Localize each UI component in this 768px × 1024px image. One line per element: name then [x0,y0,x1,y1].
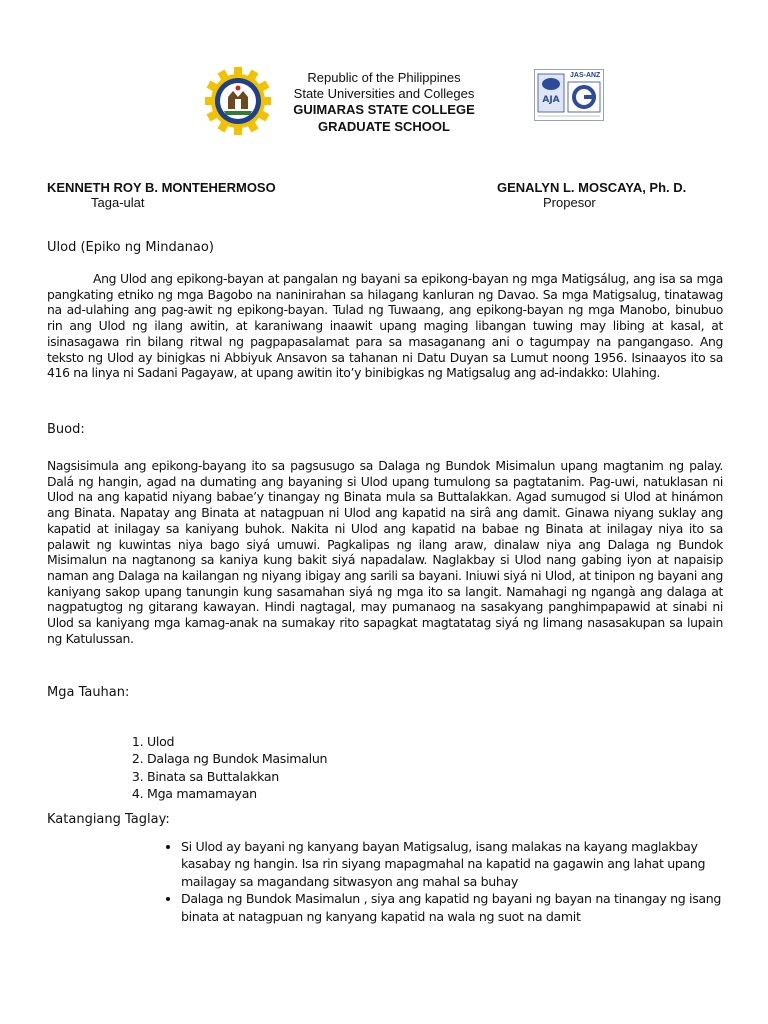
buod-heading: Buod: [47,422,85,437]
professor-name: GENALYN L. MOSCAYA, Ph. D. [497,180,687,195]
list-item: 1. Ulod [147,733,327,750]
list-item: 4. Mga mamamayan [147,785,327,802]
reporter-name: KENNETH ROY B. MONTEHERMOSO [47,180,276,195]
intro-paragraph: Ang Ulod ang epikong-bayan at pangalan ng bayani sa epikong-bayan ng mga Matigsálug, ang isa sa mga pangkating etniko ng mga Bagobo na naninirahan sa hilagang kanluran ng Davao. Sa mga Matigsalug, tinatawag na ad-ulahing ang pag-awit ng epikong-bayan. Tulad ng Tuwaang, ang epikong-bayan ng mga Manobo, binubuo rin ang Ulod ng ilang awitin, at karaniwang inaawit upang maging libangan tuwing may libing at kasal, at isinasagawa rin bilang ritwal ng pagpapasalamat para sa masaganang ani o tagumpay na pangangaso. Ang teksto ng Ulod ay binigkas ni Abbiyuk Ansavon sa tahanan ni Datu Duyan sa Lumut noong 1956. Isinaayos ito sa 416 na linya ni Sadani Pagayaw, at upang awitin ito’y binibigkas ng Matigsalug ang ad-indakko: Ulahing. [47,271,723,381]
katangian-heading: Katangiang Taglay: [47,812,170,827]
list-item: • Si Ulod ay bayani ng kanyang bayan Matigsalug, isang malakas na kayang maglakbay kasabay ng hangin. Isa rin siyang mapagmahal na kapatid na gagawin ang lahat upang mailagay sa magandang sitwasyon ang mahal sa buhay [181,838,746,890]
tauhan-list [109,733,327,803]
katangian-list [159,838,746,925]
reporter-role: Taga-ulat [91,195,145,210]
professor-role: Propesor [543,195,596,210]
header-graduate-school: GRADUATE SCHOOL [318,119,450,134]
document-title: Ulod (Epiko ng Mindanao) [47,240,214,255]
tauhan-heading: Mga Tauhan: [47,685,130,700]
svg-text:AJA: AJA [542,95,560,105]
buod-paragraph: Nagsisimula ang epikong-bayang ito sa pagsusugo sa Dalaga ng Bundok Misimalun upang magtanim ng palay. Dalá ng hangin, agad na dumating ang bayaning si Ulod upang tumulong sa pagtatanim. Pag-uwi, natuklasan ni Ulod na ang kapatid niyang babae’y tinangay ng Binata mula sa Buttalakkan. Agad sumugod si Ulod at hinámon ang Binata. Napatay ang Binata at natagpuan ni Ulod ang kapatid na sirâ ang damit. Ginawa niyang suklay ang kapatid at inilagay sa kaniyang buhok. Nakita ni Ulod ang kapatid na babae ng Binata at inilagay niya ito sa palawit ng kuwintas niya bago siyá umuwi. Pagkalipas ng ilang araw, dinalaw niya ang Dalaga ng Bundok Misimalun na nagtanong sa kaniya kung bakit siyá napadalaw. Naglakbay si Ulod nang gabing iyon at napaisip naman ang Dalaga na kailangan ng niyang ibigay ang sarili sa bayani. Iniuwi siyá ni Ulod, at tinipon ng bayani ang kaniyang sakop upang tanungin kung sasamahan siyá ng mga ito sa langit. Namahagi ng ngangà ang dalaga at nagpatugtog ng gitarang kawayan. Hindi nagtagal, may pumanaog na sasakyang panghimpapawid at sinabi ni Ulod sa kaniyang mga kamag-anak na sumakay rito sapagkat magtatatag siyá ng limang nasasakupan sa lupain ng Katulussan. [47,458,723,646]
certification-logo-label: JAS-ANZ [570,72,601,79]
header-suc: State Universities and Colleges [293,86,475,101]
list-item: 2. Dalaga ng Bundok Masimalun [147,750,327,767]
list-item: • Dalaga ng Bundok Masimalun , siya ang kapatid ng bayani ng bayan na tinangay ng isang binata at natagpuan ng kanyang kapatid na wala ng suot na damit [181,890,746,925]
header-college-name: GUIMARAS STATE COLLEGE [293,102,475,117]
certification-logo [534,69,604,121]
header-republic: Republic of the Philippines [307,70,461,85]
list-item: 3. Binata sa Buttalakkan [147,768,327,785]
